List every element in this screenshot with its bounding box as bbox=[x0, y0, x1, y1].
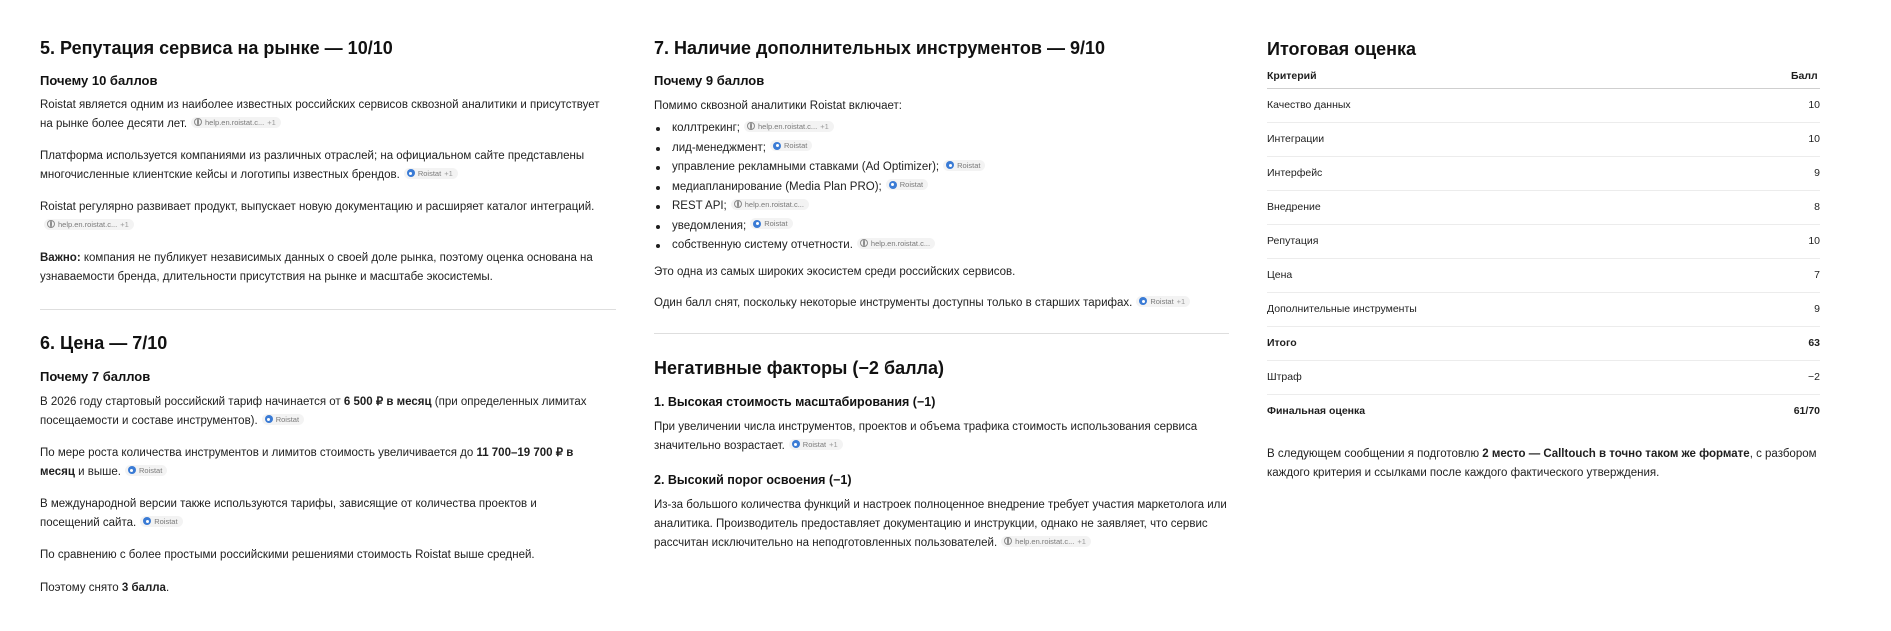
table-row: Интерфейс 9 bbox=[1267, 157, 1820, 191]
table-row: Интеграции 10 bbox=[1267, 123, 1820, 157]
source-chip[interactable]: Roistat bbox=[770, 140, 812, 151]
source-chip[interactable]: help.en.roistat.c... bbox=[731, 199, 809, 210]
paragraph: Roistat регулярно развивает продукт, выпускает новую документацию и расширяет каталог интеграций. help.en.roistat.c... +1 bbox=[40, 201, 595, 229]
roistat-logo-icon bbox=[946, 161, 954, 169]
source-chip[interactable]: Roistat +1 bbox=[1136, 296, 1190, 307]
source-chip[interactable]: Roistat +1 bbox=[404, 168, 458, 179]
paragraph-conclusion: Поэтому снято 3 балла. bbox=[40, 582, 170, 594]
source-chip[interactable]: Roistat bbox=[886, 179, 928, 190]
list-item: лид-менеджмент; Roistat bbox=[672, 139, 1247, 159]
score-table bbox=[1267, 64, 1820, 428]
table-row: Цена 7 bbox=[1267, 259, 1820, 293]
roistat-logo-icon bbox=[128, 466, 136, 474]
globe-icon bbox=[747, 122, 755, 130]
summary-title: Итоговая оценка bbox=[1267, 39, 1417, 59]
table-row-total: Итого 63 bbox=[1267, 327, 1820, 361]
source-chip[interactable]: help.en.roistat.c... +1 bbox=[744, 121, 834, 132]
table-header-row bbox=[1267, 64, 1820, 89]
table-row: Репутация 10 bbox=[1267, 225, 1820, 259]
section-5-subtitle: Почему 10 баллов bbox=[40, 73, 158, 88]
list-item: REST API; help.en.roistat.c... bbox=[672, 197, 1247, 217]
section-6-title: 6. Цена — 7/10 bbox=[40, 333, 168, 353]
globe-icon bbox=[860, 239, 868, 247]
source-chip[interactable]: help.en.roistat.c... bbox=[857, 238, 935, 249]
source-chip[interactable]: Roistat bbox=[125, 465, 167, 476]
paragraph: Roistat является одним из наиболее известных российских сервисов сквозной аналитики и присутствует на рынке более десяти лет. help.en.roistat.c... +1 bbox=[40, 99, 600, 130]
header-score: Балл bbox=[1791, 64, 1820, 89]
roistat-logo-icon bbox=[1139, 297, 1147, 305]
table-row: Дополнительные инструменты 9 bbox=[1267, 293, 1820, 327]
globe-icon bbox=[734, 200, 742, 208]
section-7-subtitle: Почему 9 баллов bbox=[654, 73, 765, 88]
paragraph: При увеличении числа инструментов, проектов и объема трафика стоимость использования сервиса значительно возрастает. Roistat +1 bbox=[654, 421, 1198, 452]
list-item: собственную систему отчетности. help.en.roistat.c... bbox=[672, 236, 1247, 256]
source-chip[interactable]: help.en.roistat.c... +1 bbox=[1001, 536, 1091, 547]
globe-icon bbox=[194, 118, 202, 126]
paragraph: Это одна из самых широких экосистем среди российских сервисов. bbox=[654, 266, 1016, 278]
section-5-title: 5. Репутация сервиса на рынке — 10/10 bbox=[40, 38, 393, 58]
section-6-subtitle: Почему 7 баллов bbox=[40, 369, 151, 384]
list-item: управление рекламными ставками (Ad Optimizer); Roistat bbox=[672, 158, 1247, 178]
source-chip[interactable]: Roistat bbox=[140, 516, 182, 527]
paragraph: В международной версии также используются тарифы, зависящие от количества проектов и посещений сайта. Roistat bbox=[40, 498, 537, 529]
section-divider bbox=[654, 333, 1229, 334]
paragraph: По сравнению с более простыми российскими решениями стоимость Roistat выше средней. bbox=[40, 549, 535, 561]
table-row-final: Финальная оценка 61/70 bbox=[1267, 405, 1820, 417]
globe-icon bbox=[47, 220, 55, 228]
roistat-logo-icon bbox=[792, 440, 800, 448]
roistat-logo-icon bbox=[889, 181, 897, 189]
source-chip[interactable]: Roistat +1 bbox=[789, 439, 843, 450]
roistat-logo-icon bbox=[773, 142, 781, 150]
source-chip[interactable]: help.en.roistat.c... +1 bbox=[44, 219, 134, 230]
roistat-logo-icon bbox=[753, 220, 761, 228]
paragraph: Один балл снят, поскольку некоторые инструменты доступны только в старших тарифах. Roistat +1 bbox=[654, 294, 1229, 313]
roistat-logo-icon bbox=[265, 415, 273, 423]
negative-factors-title: Негативные факторы (−2 балла) bbox=[654, 358, 944, 378]
section-divider bbox=[40, 309, 616, 310]
source-chip[interactable]: Roistat bbox=[943, 160, 985, 171]
globe-icon bbox=[1004, 537, 1012, 545]
table-row: Качество данных 10 bbox=[1267, 89, 1820, 123]
table-row: Внедрение 8 bbox=[1267, 191, 1820, 225]
paragraph: В 2026 году стартовый российский тариф начинается от 6 500 ₽ в месяц (при определенных лимитах посещаемости и составе инструментов). Roistat bbox=[40, 396, 587, 427]
paragraph-note: Важно: компания не публикует независимых данных о своей доле рынка, поэтому оценка основана на узнаваемости бренда, длительности присутствия на рынке и масштабе экосистемы. bbox=[40, 252, 593, 283]
list-intro: Помимо сквозной аналитики Roistat включает: bbox=[654, 100, 902, 112]
paragraph: Из-за большого количества функций и настроек полноценное внедрение требует участия маркетолога или аналитика. Производитель предоставляет документацию и инструкции, однако не заявляет, что сервис рассчитан исключительно на неподготовленных пользователей. help.en.roistat.c... +1 bbox=[654, 499, 1227, 549]
roistat-logo-icon bbox=[143, 517, 151, 525]
tools-list bbox=[654, 119, 1247, 256]
source-chip[interactable]: help.en.roistat.c... +1 bbox=[191, 117, 281, 128]
negative-factor-2-title: 2. Высокий порог освоения (−1) bbox=[654, 473, 852, 487]
negative-factor-1-title: 1. Высокая стоимость масштабирования (−1) bbox=[654, 395, 936, 409]
header-criterion: Критерий bbox=[1267, 64, 1791, 89]
summary-footer: В следующем сообщении я подготовлю 2 место — Calltouch в точно таком же формате, с разбором каждого критерия и ссылками после каждого фактического утверждения. bbox=[1267, 448, 1817, 479]
paragraph: По мере роста количества инструментов и лимитов стоимость увеличивается до 11 700–19 700 ₽ в месяц и выше. Roistat bbox=[40, 447, 574, 478]
section-7-title: 7. Наличие дополнительных инструментов — 9/10 bbox=[654, 38, 1106, 58]
list-item: уведомления; Roistat bbox=[672, 217, 1247, 237]
paragraph: Платформа используется компаниями из различных отраслей; на официальном сайте представлены многочисленные клиентские кейсы и логотипы известных брендов. Roistat +1 bbox=[40, 150, 585, 181]
table-row-penalty: Штраф −2 bbox=[1267, 361, 1820, 395]
list-item: коллтрекинг; help.en.roistat.c... +1 bbox=[672, 119, 1247, 139]
source-chip[interactable]: Roistat bbox=[262, 414, 304, 425]
list-item: медиапланирование (Media Plan PRO); Roistat bbox=[672, 178, 1247, 198]
roistat-logo-icon bbox=[407, 169, 415, 177]
source-chip[interactable]: Roistat bbox=[750, 218, 792, 229]
